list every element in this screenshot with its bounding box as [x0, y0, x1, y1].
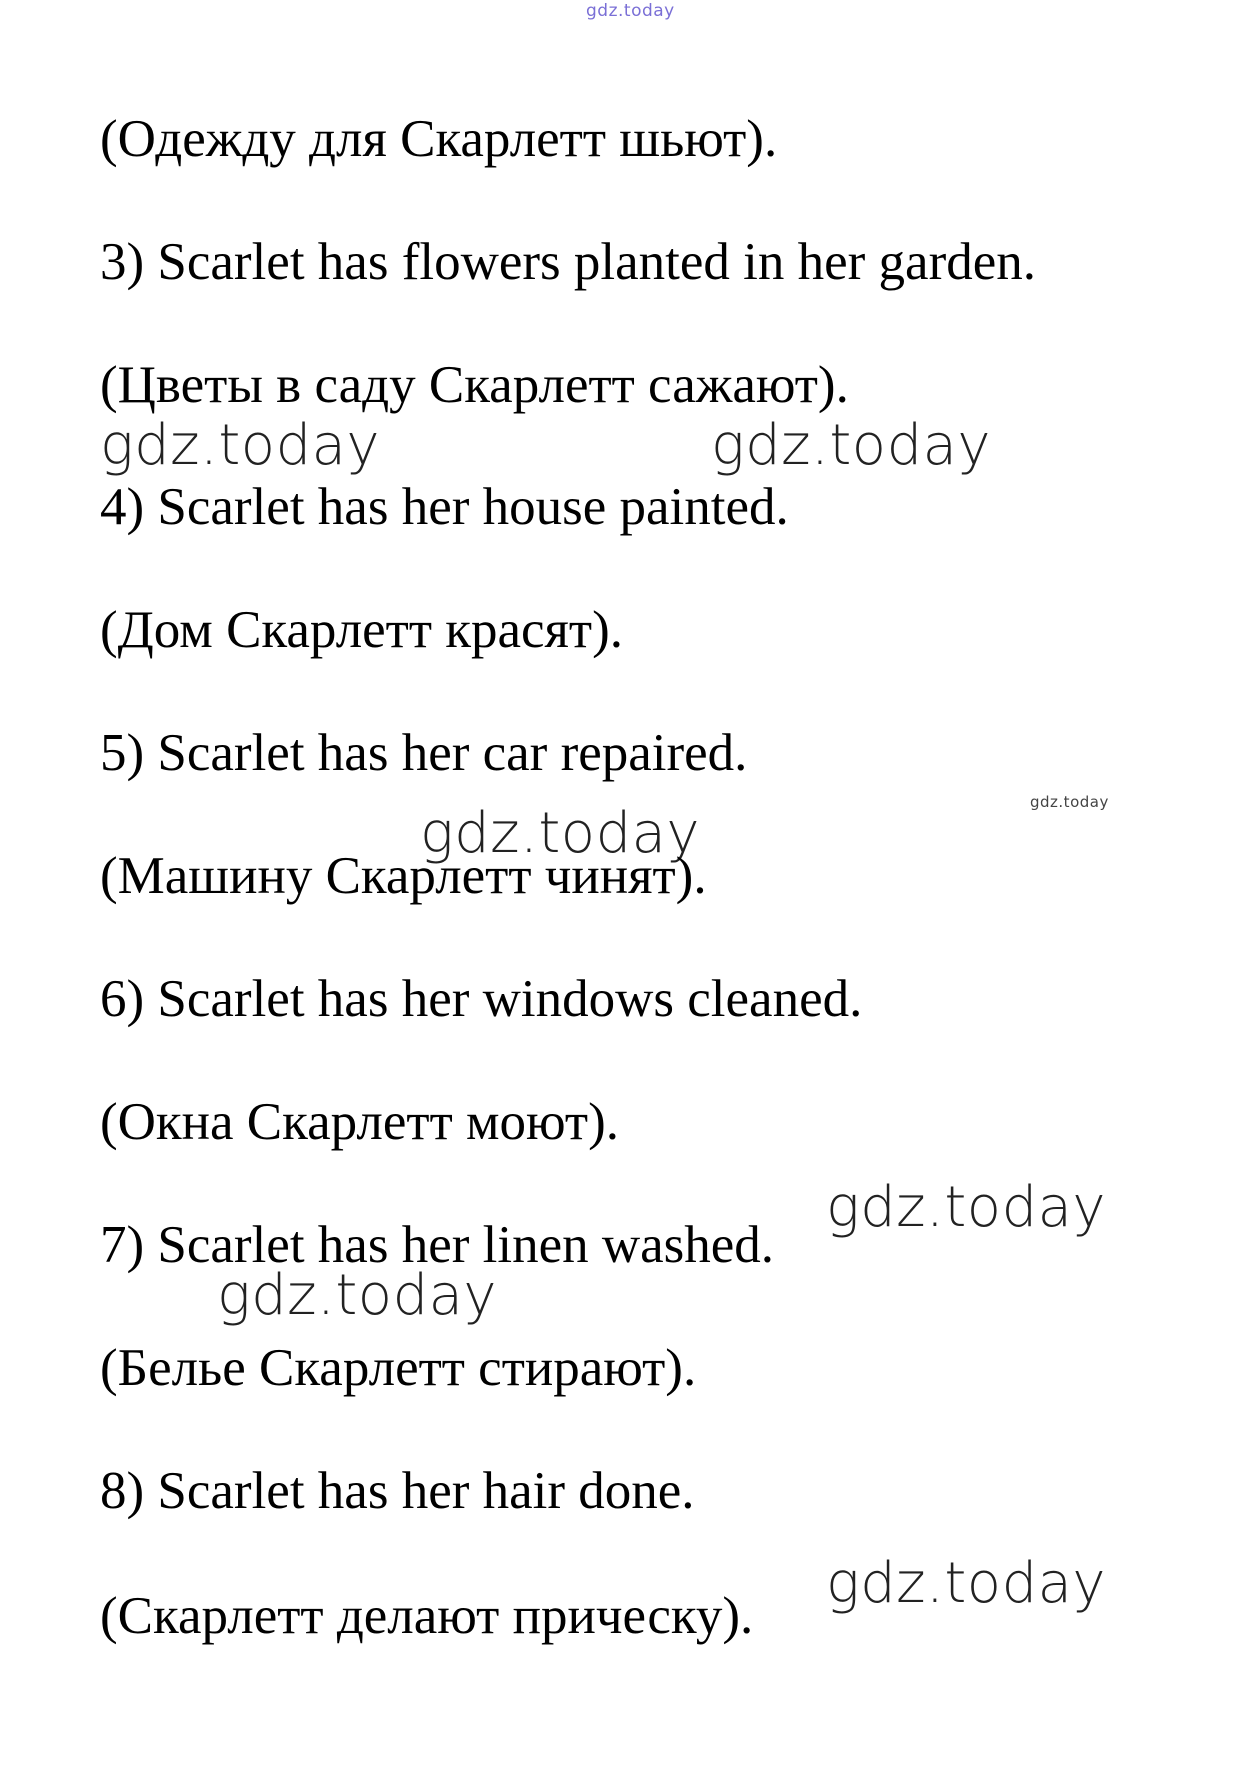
watermark-4: gdz.today — [826, 1175, 1107, 1240]
watermark-small: gdz.today — [1030, 793, 1109, 811]
translation-line-4: (Дом Скарлетт красят). — [100, 601, 623, 659]
translation-line-8: (Скарлетт делают прическу). — [100, 1587, 754, 1645]
watermark-1: gdz.today — [100, 413, 381, 478]
watermark-2: gdz.today — [711, 413, 992, 478]
watermark-3: gdz.today — [420, 801, 701, 866]
watermark-5: gdz.today — [217, 1263, 498, 1328]
watermark-6: gdz.today — [826, 1551, 1107, 1616]
translation-line-5: (Машину Скарлетт чинят). — [100, 847, 707, 905]
sentence-6: 6) Scarlet has her windows cleaned. — [100, 970, 863, 1028]
translation-line-7: (Белье Скарлетт стирают). — [100, 1339, 697, 1397]
translation-line-2: (Одежду для Скарлетт шьют). — [100, 110, 778, 168]
watermark-top: gdz.today — [586, 1, 675, 21]
sentence-7: 7) Scarlet has her linen washed. — [100, 1216, 775, 1274]
translation-line-3: (Цветы в саду Скарлетт сажают). — [100, 356, 849, 414]
sentence-8: 8) Scarlet has her hair done. — [100, 1462, 695, 1520]
sentence-5: 5) Scarlet has her car repaired. — [100, 724, 748, 782]
sentence-4: 4) Scarlet has her house painted. — [100, 478, 789, 536]
translation-line-6: (Окна Скарлетт моют). — [100, 1093, 619, 1151]
sentence-3: 3) Scarlet has flowers planted in her garden. — [100, 233, 1036, 291]
